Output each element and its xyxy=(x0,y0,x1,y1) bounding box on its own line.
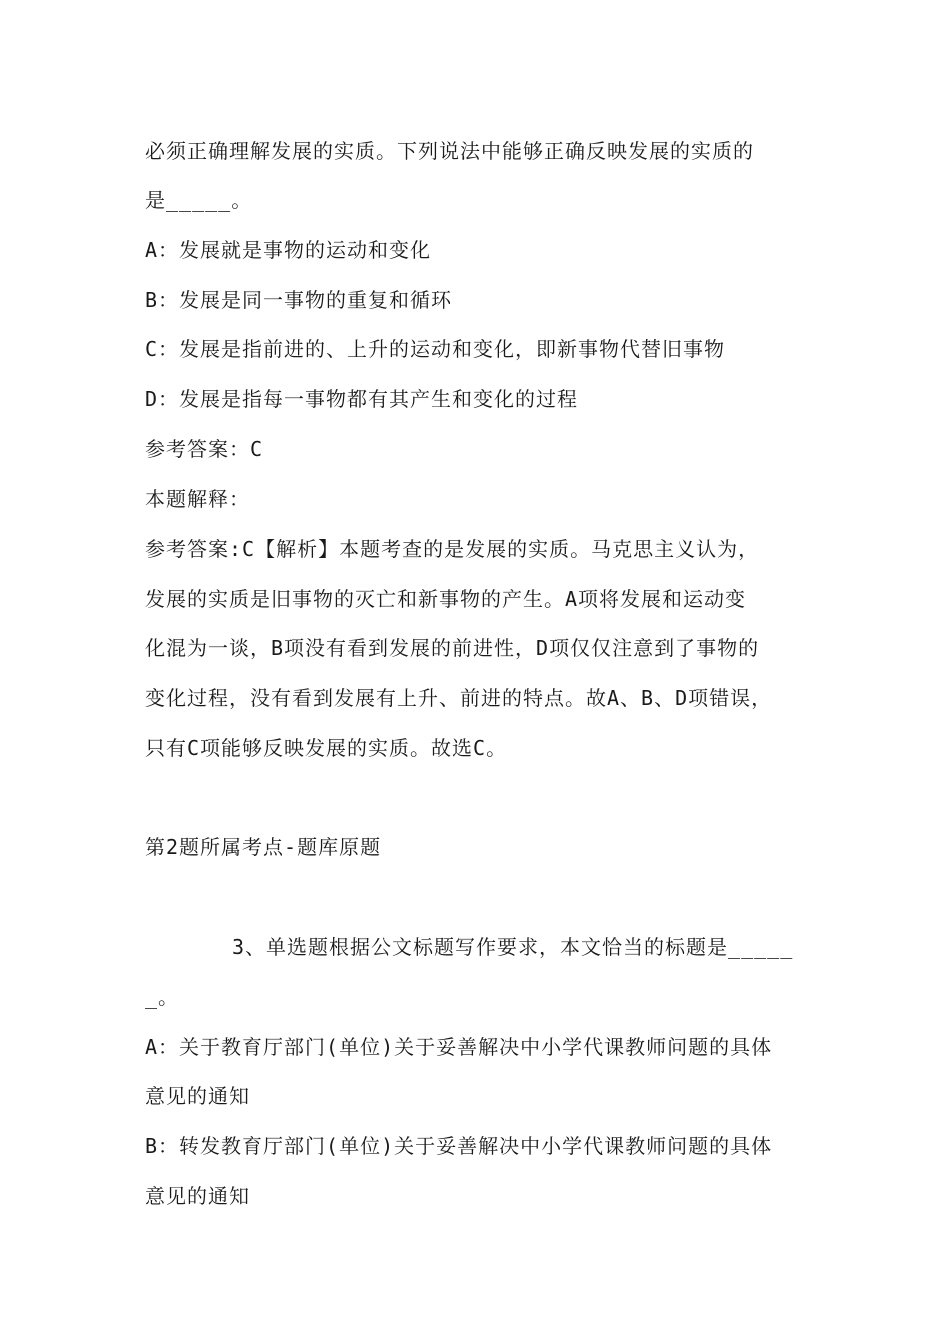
question-3-option-a-line-2: 意见的通知 xyxy=(145,1084,250,1108)
question-2-explanation-line-2: 发展的实质是旧事物的灭亡和新事物的产生。A项将发展和运动变 xyxy=(145,587,747,611)
question-3-option-b-line-2: 意见的通知 xyxy=(145,1184,250,1208)
question-2-option-c: C：发展是指前进的、上升的运动和变化，即新事物代替旧事物 xyxy=(145,337,726,361)
question-2-answer: 参考答案：C xyxy=(145,437,264,461)
question-3-option-b-line-1: B：转发教育厅部门(单位)关于妥善解决中小学代课教师问题的具体 xyxy=(145,1134,773,1158)
question-2-stem-line-1: 必须正确理解发展的实质。下列说法中能够正确反映发展的实质的 xyxy=(145,139,754,163)
question-2-option-a: A：发展就是事物的运动和变化 xyxy=(145,238,432,262)
question-2-explanation-line-4: 变化过程，没有看到发展有上升、前进的特点。故A、B、D项错误， xyxy=(145,686,773,710)
question-2-option-b: B：发展是同一事物的重复和循环 xyxy=(145,288,453,312)
question-3-stem-line-1: 3、单选题根据公文标题写作要求，本文恰当的标题是_____ xyxy=(232,935,794,959)
question-2-explanation-line-1: 参考答案:C【解析】本题考查的是发展的实质。马克思主义认为， xyxy=(145,537,760,561)
question-2-explanation-line-5: 只有C项能够反映发展的实质。故选C。 xyxy=(145,736,508,760)
question-2-explanation-label: 本题解释： xyxy=(145,487,250,511)
question-3-option-a-line-1: A：关于教育厅部门(单位)关于妥善解决中小学代课教师问题的具体 xyxy=(145,1035,773,1059)
question-2-category: 第2题所属考点-题库原题 xyxy=(145,835,382,859)
question-2-option-d: D：发展是指每一事物都有其产生和变化的过程 xyxy=(145,387,579,411)
question-2-stem-line-2: 是_____。 xyxy=(145,188,253,212)
question-3-stem-line-2: _。 xyxy=(145,985,180,1009)
question-2-explanation-line-3: 化混为一谈，B项没有看到发展的前进性，D项仅仅注意到了事物的 xyxy=(145,636,760,660)
